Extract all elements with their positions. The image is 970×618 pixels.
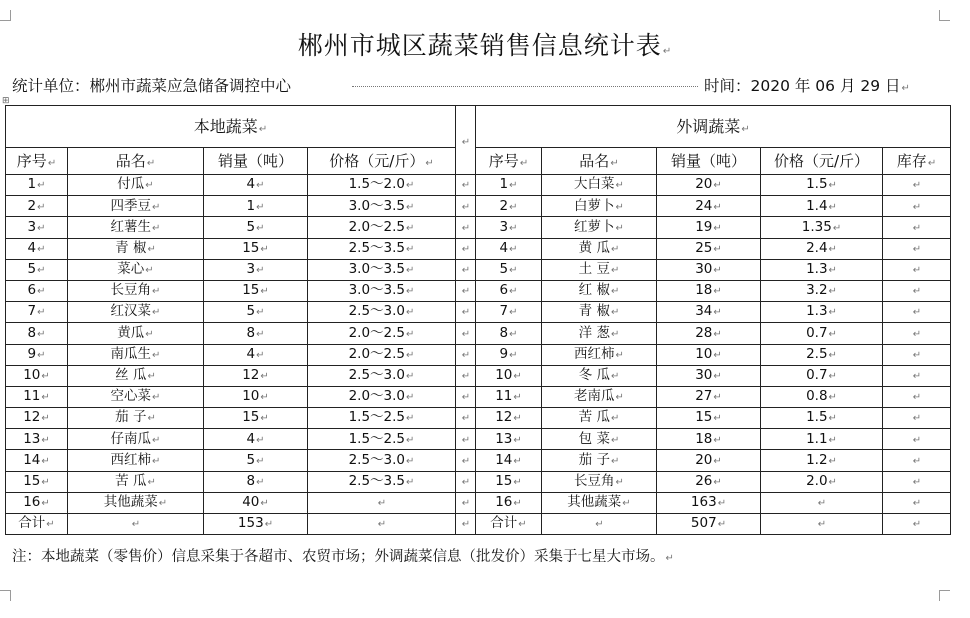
empty-cell: ↵: [542, 514, 657, 535]
outside-name: 白萝卜↵: [542, 196, 657, 217]
outside-name: 长豆角↵: [542, 471, 657, 492]
table-row: [6, 492, 951, 513]
table-row: [6, 323, 951, 344]
local-no: 12↵: [6, 408, 68, 429]
outside-no: 12↵: [476, 408, 542, 429]
outside-qty: 26↵: [657, 471, 761, 492]
local-price: ↵: [308, 492, 456, 513]
outside-price: 0.8↵: [761, 386, 883, 407]
outside-price: ↵: [761, 492, 883, 513]
outside-qty: 19↵: [657, 217, 761, 238]
outside-qty: 25↵: [657, 238, 761, 259]
statistics-unit: 统计单位：郴州市蔬菜应急储备调控中心: [12, 77, 292, 95]
outside-price: 1.5↵: [761, 408, 883, 429]
local-name: 黄瓜↵: [68, 323, 204, 344]
divider-cell: ↵: [456, 280, 476, 301]
local-no: 8↵: [6, 323, 68, 344]
col-header-outside-stock: 库存↵: [883, 148, 951, 175]
local-price: 2.5～3.0↵: [308, 365, 456, 386]
local-no: 13↵: [6, 429, 68, 450]
local-name: 青 椒↵: [68, 238, 204, 259]
outside-price: 1.35↵: [761, 217, 883, 238]
report-date: 时间：2020 年 06 月 29 日↵: [704, 77, 910, 95]
outside-price: 0.7↵: [761, 323, 883, 344]
local-qty: 4↵: [204, 429, 308, 450]
outside-price: 1.4↵: [761, 196, 883, 217]
outside-price: 3.2↵: [761, 280, 883, 301]
local-name: 空心菜↵: [68, 386, 204, 407]
outside-name: 老南瓜↵: [542, 386, 657, 407]
outside-no: 4↵: [476, 238, 542, 259]
local-qty: 8↵: [204, 471, 308, 492]
table-row: [6, 344, 951, 365]
divider-cell: ↵: [456, 323, 476, 344]
col-header-outside-qty: 销量（吨）: [657, 148, 761, 175]
outside-total-label: 合计↵: [476, 514, 542, 535]
empty-cell: ↵: [761, 514, 883, 535]
outside-price: 1.2↵: [761, 450, 883, 471]
local-price: 2.0～3.0↵: [308, 386, 456, 407]
divider-cell: ↵: [456, 238, 476, 259]
outside-name: 黄 瓜↵: [542, 238, 657, 259]
outside-stock: ↵: [883, 344, 951, 365]
table-row: [6, 386, 951, 407]
table-row: [6, 365, 951, 386]
local-name: 红汉菜↵: [68, 302, 204, 323]
local-price: 2.5～3.5↵: [308, 471, 456, 492]
outside-qty: 18↵: [657, 429, 761, 450]
outside-name: 西红柿↵: [542, 344, 657, 365]
table-row: [6, 302, 951, 323]
divider-cell: ↵: [456, 386, 476, 407]
local-name: 付瓜↵: [68, 175, 204, 196]
outside-stock: ↵: [883, 259, 951, 280]
vegetable-sales-table: [5, 105, 951, 535]
table-row: [6, 238, 951, 259]
outside-name: 大白菜↵: [542, 175, 657, 196]
outside-name: 其他蔬菜↵: [542, 492, 657, 513]
local-total-qty: 153↵: [204, 514, 308, 535]
local-price: 2.5～3.5↵: [308, 238, 456, 259]
outside-price: 2.0↵: [761, 471, 883, 492]
local-qty: 10↵: [204, 386, 308, 407]
outside-stock: ↵: [883, 492, 951, 513]
local-name: 仔南瓜↵: [68, 429, 204, 450]
local-qty: 15↵: [204, 238, 308, 259]
outside-qty: 20↵: [657, 175, 761, 196]
outside-qty: 30↵: [657, 365, 761, 386]
local-name: 长豆角↵: [68, 280, 204, 301]
local-no: 14↵: [6, 450, 68, 471]
outside-qty: 30↵: [657, 259, 761, 280]
local-qty: 40↵: [204, 492, 308, 513]
local-name: 苦 瓜↵: [68, 471, 204, 492]
table-row: [6, 217, 951, 238]
total-row: [6, 514, 951, 535]
table-row: [6, 408, 951, 429]
outside-name: 红 椒↵: [542, 280, 657, 301]
divider-cell: ↵: [456, 217, 476, 238]
table-row: [6, 450, 951, 471]
local-no: 6↵: [6, 280, 68, 301]
empty-cell: ↵: [68, 514, 204, 535]
outside-no: 7↵: [476, 302, 542, 323]
local-no: 10↵: [6, 365, 68, 386]
outside-name: 茄 子↵: [542, 450, 657, 471]
local-total-label: 合计↵: [6, 514, 68, 535]
outside-name: 洋 葱↵: [542, 323, 657, 344]
outside-price: 1.5↵: [761, 175, 883, 196]
outside-no: 10↵: [476, 365, 542, 386]
outside-price: 2.5↵: [761, 344, 883, 365]
divider-cell: ↵: [456, 492, 476, 513]
outside-no: 3↵: [476, 217, 542, 238]
local-no: 9↵: [6, 344, 68, 365]
outside-name: 包 菜↵: [542, 429, 657, 450]
table-row: [6, 429, 951, 450]
local-no: 16↵: [6, 492, 68, 513]
divider-cell: ↵: [456, 471, 476, 492]
local-group-header: 本地蔬菜↵: [6, 106, 456, 148]
outside-stock: ↵: [883, 365, 951, 386]
local-qty: 4↵: [204, 344, 308, 365]
col-header-local-price: 价格（元/斤）↵: [308, 148, 456, 175]
local-price: 1.5～2.5↵: [308, 429, 456, 450]
local-qty: 1↵: [204, 196, 308, 217]
outside-no: 14↵: [476, 450, 542, 471]
local-no: 15↵: [6, 471, 68, 492]
divider-cell: ↵: [456, 514, 476, 535]
outside-no: 15↵: [476, 471, 542, 492]
local-price: 3.0～3.5↵: [308, 259, 456, 280]
local-name: 西红柿↵: [68, 450, 204, 471]
local-name: 菜心↵: [68, 259, 204, 280]
col-header-local-no: 序号↵: [6, 148, 68, 175]
local-name: 四季豆↵: [68, 196, 204, 217]
outside-no: 1↵: [476, 175, 542, 196]
empty-cell: ↵: [883, 514, 951, 535]
outside-qty: 34↵: [657, 302, 761, 323]
outside-stock: ↵: [883, 175, 951, 196]
outside-no: 16↵: [476, 492, 542, 513]
outside-stock: ↵: [883, 429, 951, 450]
table-anchor-icon: ⊞: [2, 96, 10, 106]
outside-no: 13↵: [476, 429, 542, 450]
dotted-leader: [352, 86, 698, 87]
divider-cell: ↵: [456, 259, 476, 280]
page-corner-mark: [0, 10, 11, 21]
divider-cell: ↵: [456, 429, 476, 450]
outside-name: 青 椒↵: [542, 302, 657, 323]
local-name: 其他蔬菜↵: [68, 492, 204, 513]
local-no: 2↵: [6, 196, 68, 217]
outside-no: 11↵: [476, 386, 542, 407]
outside-name: 红萝卜↵: [542, 217, 657, 238]
local-price: 2.0～2.5↵: [308, 344, 456, 365]
local-price: 2.0～2.5↵: [308, 323, 456, 344]
local-price: 2.5～3.0↵: [308, 450, 456, 471]
divider-cell: ↵: [456, 450, 476, 471]
local-qty: 8↵: [204, 323, 308, 344]
outside-name: 冬 瓜↵: [542, 365, 657, 386]
outside-qty: 15↵: [657, 408, 761, 429]
col-header-local-qty: 销量（吨）: [204, 148, 308, 175]
outside-qty: 27↵: [657, 386, 761, 407]
outside-stock: ↵: [883, 471, 951, 492]
outside-stock: ↵: [883, 302, 951, 323]
outside-qty: 24↵: [657, 196, 761, 217]
outside-qty: 28↵: [657, 323, 761, 344]
empty-cell: ↵: [308, 514, 456, 535]
local-no: 11↵: [6, 386, 68, 407]
divider-cell: ↵: [456, 175, 476, 196]
outside-price: 1.3↵: [761, 259, 883, 280]
local-price: 2.0～2.5↵: [308, 217, 456, 238]
column-header-row: [6, 148, 951, 175]
outside-price: 2.4↵: [761, 238, 883, 259]
outside-qty: 20↵: [657, 450, 761, 471]
outside-total-qty: 507↵: [657, 514, 761, 535]
outside-stock: ↵: [883, 386, 951, 407]
document-title: 郴州市城区蔬菜销售信息统计表↵: [297, 31, 673, 60]
outside-stock: ↵: [883, 196, 951, 217]
outside-qty: 18↵: [657, 280, 761, 301]
outside-group-header: 外调蔬菜↵: [476, 106, 951, 148]
col-header-outside-no: 序号↵: [476, 148, 542, 175]
outside-qty: 163↵: [657, 492, 761, 513]
outside-stock: ↵: [883, 408, 951, 429]
group-header-row: [6, 106, 951, 148]
outside-no: 8↵: [476, 323, 542, 344]
local-name: 茄 子↵: [68, 408, 204, 429]
outside-price: 1.3↵: [761, 302, 883, 323]
divider-cell: ↵: [456, 344, 476, 365]
local-qty: 15↵: [204, 408, 308, 429]
col-header-outside-name: 品名↵: [542, 148, 657, 175]
outside-no: 2↵: [476, 196, 542, 217]
local-name: 丝 瓜↵: [68, 365, 204, 386]
outside-stock: ↵: [883, 280, 951, 301]
col-header-outside-price: 价格（元/斤）: [761, 148, 883, 175]
outside-stock: ↵: [883, 238, 951, 259]
outside-no: 6↵: [476, 280, 542, 301]
table-row: [6, 196, 951, 217]
local-qty: 4↵: [204, 175, 308, 196]
local-no: 4↵: [6, 238, 68, 259]
footnote: 注：本地蔬菜（零售价）信息采集于各超市、农贸市场；外调蔬菜信息（批发价）采集于七星大市场。↵: [12, 549, 674, 565]
outside-stock: ↵: [883, 450, 951, 471]
local-qty: 5↵: [204, 217, 308, 238]
table-row: [6, 280, 951, 301]
local-name: 南瓜生↵: [68, 344, 204, 365]
page-corner-mark: [939, 10, 950, 21]
outside-no: 9↵: [476, 344, 542, 365]
local-no: 5↵: [6, 259, 68, 280]
outside-no: 5↵: [476, 259, 542, 280]
local-price: 1.5～2.5↵: [308, 408, 456, 429]
local-no: 1↵: [6, 175, 68, 196]
table-row: [6, 471, 951, 492]
page-corner-mark: [939, 590, 950, 601]
outside-name: 苦 瓜↵: [542, 408, 657, 429]
outside-price: 1.1↵: [761, 429, 883, 450]
local-no: 7↵: [6, 302, 68, 323]
local-price: 1.5～2.0↵: [308, 175, 456, 196]
outside-price: 0.7↵: [761, 365, 883, 386]
table-row: [6, 175, 951, 196]
outside-stock: ↵: [883, 323, 951, 344]
divider-cell: ↵: [456, 408, 476, 429]
local-qty: 5↵: [204, 302, 308, 323]
local-no: 3↵: [6, 217, 68, 238]
local-price: 2.5～3.0↵: [308, 302, 456, 323]
local-qty: 5↵: [204, 450, 308, 471]
local-price: 3.0～3.5↵: [308, 280, 456, 301]
col-header-local-name: 品名↵: [68, 148, 204, 175]
local-qty: 12↵: [204, 365, 308, 386]
local-qty: 3↵: [204, 259, 308, 280]
divider-cell: ↵: [456, 302, 476, 323]
divider-cell: ↵: [456, 365, 476, 386]
outside-name: 土 豆↵: [542, 259, 657, 280]
local-qty: 15↵: [204, 280, 308, 301]
local-price: 3.0～3.5↵: [308, 196, 456, 217]
page-corner-mark: [0, 590, 11, 601]
outside-qty: 10↵: [657, 344, 761, 365]
divider-cell: ↵: [456, 106, 476, 175]
divider-cell: ↵: [456, 196, 476, 217]
outside-stock: ↵: [883, 217, 951, 238]
table-row: [6, 259, 951, 280]
local-name: 红薯生↵: [68, 217, 204, 238]
